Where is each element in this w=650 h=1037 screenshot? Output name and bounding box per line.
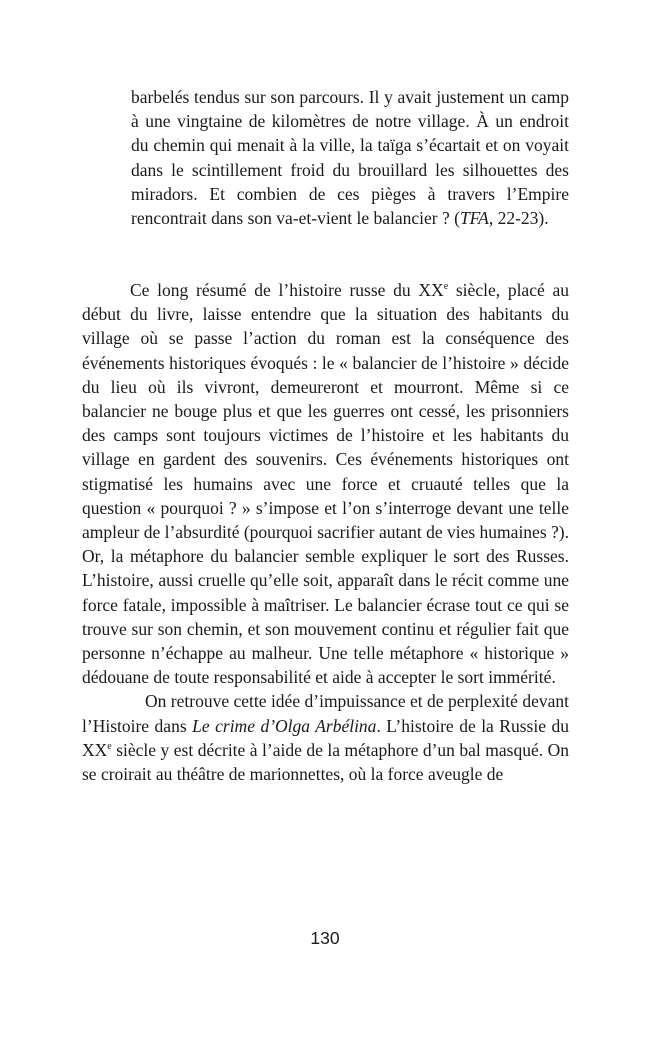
page-number: 130 — [310, 928, 340, 948]
paragraph-1 — [82, 278, 569, 689]
quote-text: barbelés tendus sur son parcours. Il y avait justement un camp à une vingtaine de kilomètres de notre village. À un endroit du chemin qui menait à la ville, la taïga s’écartait et on voyait dans le scintillement froid du brouillard les silhouettes des miradors. Et combien de ces pièges à travers l’Empire rencontrait dans son va-et-vient le balancier ? ( — [131, 87, 569, 229]
book-title: Le crime d’Olga Arbélina — [192, 715, 377, 736]
paragraph-2-text-b: . L’histoire de la Russie du XX — [82, 715, 569, 760]
quote-reference-title: TFA — [459, 208, 489, 229]
paragraph-2-text-a: On retrouve cette idée d’impuissance et de perplexité devant l’Histoire dans — [82, 691, 569, 736]
paragraph-1-text-a: Ce long résumé de l’histoire russe du XX — [130, 280, 444, 300]
body-text — [82, 278, 569, 786]
quote-reference-pages: , 22-23). — [488, 208, 549, 229]
paragraph-2 — [82, 689, 569, 786]
century-superscript: e — [443, 281, 449, 293]
paragraph-1-text-b: siècle, placé au début du livre, laisse entendre que la situation des habitants du village où se passe l’action du roman est la conséquence des événements historiques évoqués : le « balancier de l’histoire » décide du lieu où ils vivront, demeureront et mourront. Même si ce balancier ne bouge plus et que les guerres ont cessé, les prisonniers des camps sont toujours victimes de l’histoire et les habitants du village en gardent des souvenirs. Ces événements historiques ont stigmatisé les humains avec une force et cruauté telles que la question « pourquoi ? » s’impose et l’on s’interroge devant une telle ampleur de l’absurdité (pourquoi sacrifier autant de vies humaines ?). Or, la métaphore du balancier semble expliquer le sort des Russes. L’histoire, aussi cruelle qu’elle soit, apparaît dans le récit comme une force fatale, impossible à maîtriser. Le balancier écrase tout ce qui se trouve sur son chemin, et son mouvement continu et régulier fait que personne n’échappe au malheur. Une telle métaphore « historique » dédouane de toute responsabilité et aide à accepter le sort immérité. — [82, 280, 569, 688]
century-superscript: e — [107, 741, 112, 753]
paragraph-2-text-c: siècle y est décrite à l’aide de la métaphore d’un bal masqué. On se croirait au théâtre de marionnettes, où la force aveugle de — [82, 739, 569, 785]
block-quote — [131, 85, 569, 230]
quote-paragraph — [131, 85, 569, 230]
